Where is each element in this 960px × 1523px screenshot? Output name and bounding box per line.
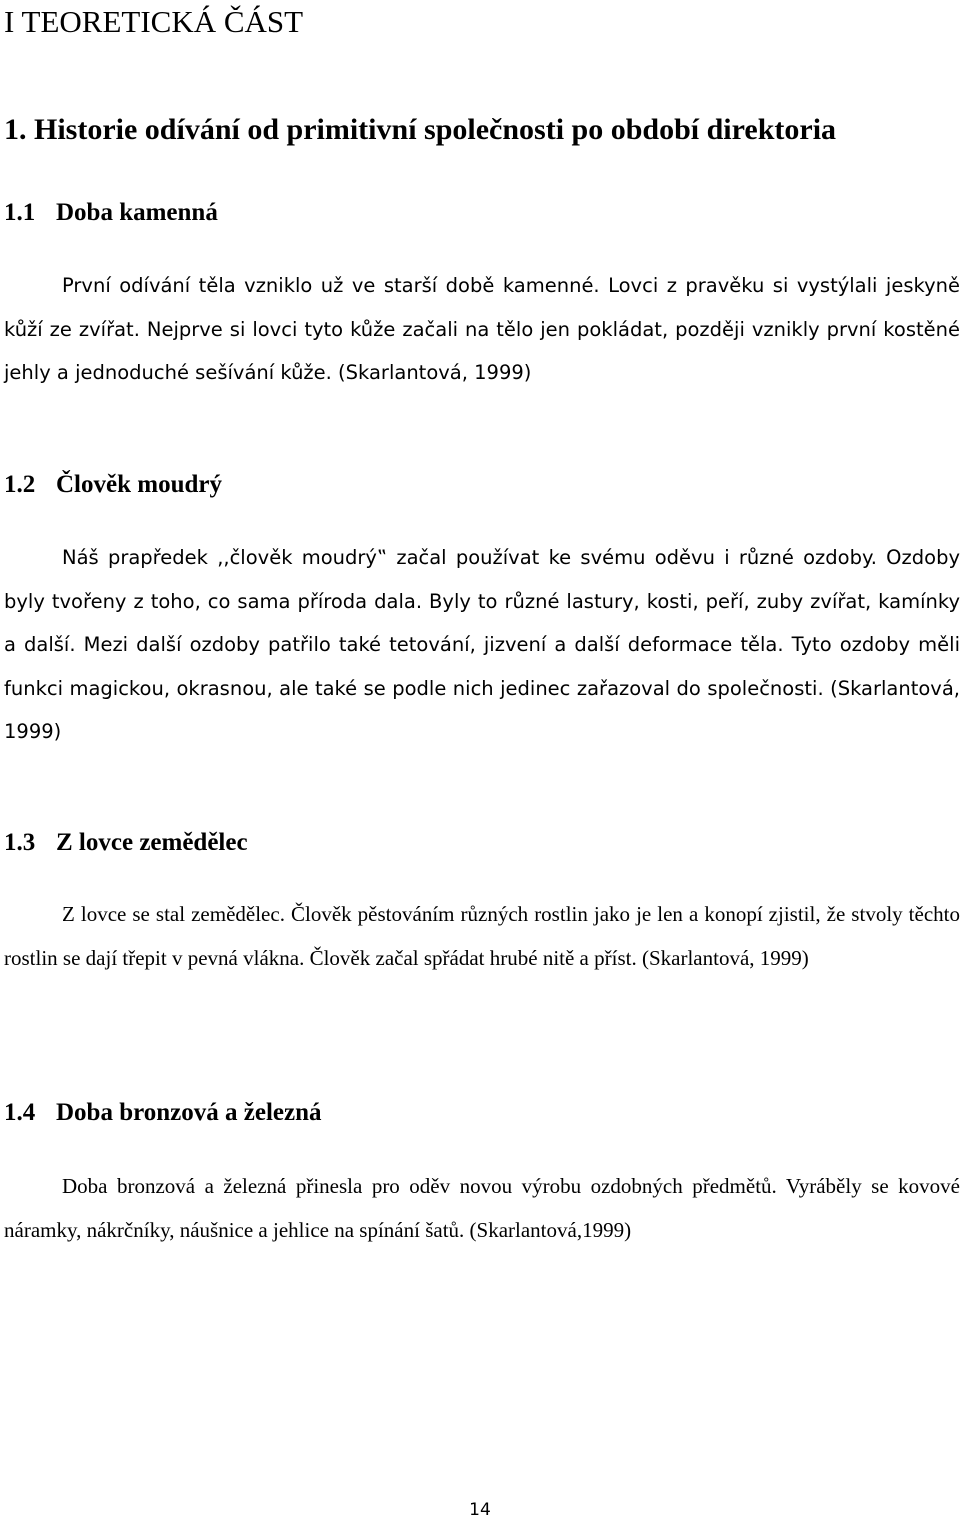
section-number: 1.4	[4, 1099, 36, 1126]
section-paragraph-1-2	[4, 536, 960, 754]
paragraph-text: Doba bronzová a železná přinesla pro oděv novou výrobu ozdobných předmětů. Vyráběly se kovové náramky, nákrčníky, náušnice a jehlice na spínání šatů. (Skarlantová,1999)	[4, 1174, 960, 1242]
paragraph-text: Z lovce se stal zemědělec. Člověk pěstováním různých rostlin jako je len a konopí zjistil, že stvoly těchto rostlin se dají třepit v pevná vlákna. Člověk začal spřádat hrubé nitě a příst. (Skarlantová, 1999)	[4, 902, 960, 970]
section-title: Člověk moudrý	[56, 471, 222, 498]
section-heading-1-2	[4, 468, 222, 502]
chapter-number: 1.	[4, 113, 27, 146]
section-title: Z lovce zemědělec	[56, 829, 248, 856]
section-paragraph-1-4	[4, 1165, 960, 1252]
section-title: Doba bronzová a železná	[56, 1099, 322, 1126]
page-number: 14	[469, 1500, 491, 1520]
chapter-title: Historie odívání od primitivní společnosti po období direktoria	[34, 113, 837, 146]
paragraph-text: První odívání těla vzniklo už ve starší době kamenné. Lovci z pravěku si vystýlali jeskyně kůží ze zvířat. Nejprve si lovci tyto kůže začali na tělo jen pokládat, později vznikly první kostěné jehly a jednoduché sešívání kůže. (Skarlantová, 1999)	[4, 274, 960, 385]
chapter-heading	[4, 110, 836, 150]
section-number: 1.3	[4, 829, 36, 856]
section-title: Doba kamenná	[56, 199, 218, 226]
section-heading-1-4	[4, 1096, 322, 1130]
section-paragraph-1-3	[4, 893, 960, 980]
section-heading-1-1	[4, 196, 218, 230]
section-heading-1-3	[4, 826, 248, 860]
section-number: 1.2	[4, 471, 36, 498]
part-title: I TEORETICKÁ ČÁST	[4, 4, 304, 39]
paragraph-text: Náš prapředek ,,člověk moudrý‟ začal používat ke svému oděvu i různé ozdoby. Ozdoby byly tvořeny z toho, co sama příroda dala. Byly to různé lastury, kosti, peří, zuby zvířat, kamínky a další. Mezi další ozdoby patřilo také tetování, jizvení a další deformace těla. Tyto ozdoby měli funkci magickou, okrasnou, ale také se podle nich jedinec zařazoval do společnosti. (Skarlantová, 1999)	[4, 546, 960, 744]
section-number: 1.1	[4, 199, 36, 226]
section-paragraph-1-1	[4, 264, 960, 395]
